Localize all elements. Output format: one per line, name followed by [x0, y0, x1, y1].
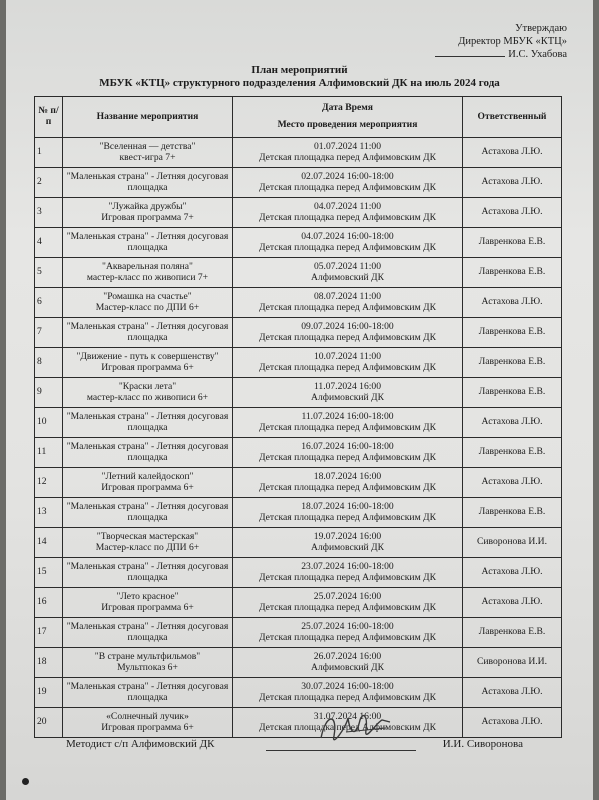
row-responsible: Астахова Л.Ю. — [463, 708, 562, 738]
row-date-place — [233, 678, 463, 708]
row-event-name — [63, 648, 233, 678]
row-num: 14 — [35, 528, 63, 558]
row-num: 8 — [35, 348, 63, 378]
event-date: 18.07.2024 16:00 — [313, 470, 382, 482]
row-num: 20 — [35, 708, 63, 738]
table-row — [35, 258, 562, 288]
event-place: Детская площадка перед Алфимовским ДК — [259, 511, 436, 523]
row-event-name — [63, 198, 233, 228]
row-num: 5 — [35, 258, 63, 288]
event-subtitle: Мастер-класс по ДПИ 6+ — [95, 301, 200, 313]
event-subtitle: площадка — [127, 421, 168, 433]
event-date: 11.07.2024 16:00-18:00 — [301, 410, 394, 422]
row-event-name — [63, 258, 233, 288]
row-date-place — [233, 138, 463, 168]
row-date-place — [233, 288, 463, 318]
row-event-name — [63, 348, 233, 378]
punch-hole — [22, 778, 29, 785]
event-subtitle: площадка — [127, 331, 168, 343]
row-date-place — [233, 498, 463, 528]
table-row — [35, 498, 562, 528]
row-responsible: Лавренкова Е.В. — [463, 318, 562, 348]
event-place: Детская площадка перед Алфимовским ДК — [259, 211, 436, 223]
approval-line-3-wrap — [435, 48, 567, 61]
row-num: 6 — [35, 288, 63, 318]
table-row — [35, 588, 562, 618]
event-date: 10.07.2024 11:00 — [313, 350, 382, 362]
header-responsible: Ответственный — [463, 97, 562, 138]
header-place: Место проведения мероприятия — [277, 119, 418, 130]
row-responsible: Астахова Л.Ю. — [463, 288, 562, 318]
row-responsible: Астахова Л.Ю. — [463, 138, 562, 168]
row-num: 12 — [35, 468, 63, 498]
table-row — [35, 348, 562, 378]
footer-name: И.И. Сиворонова — [442, 738, 523, 750]
event-subtitle: площадка — [127, 511, 168, 523]
row-responsible: Астахова Л.Ю. — [463, 468, 562, 498]
row-num: 19 — [35, 678, 63, 708]
event-title: "Маленькая страна" - Летняя досуговая — [66, 560, 229, 572]
row-event-name — [63, 468, 233, 498]
event-date: 04.07.2024 11:00 — [313, 200, 382, 212]
event-title: "Лужайка дружбы" — [108, 200, 187, 212]
event-date: 09.07.2024 16:00-18:00 — [301, 320, 394, 332]
event-subtitle: площадка — [127, 181, 168, 193]
row-num: 2 — [35, 168, 63, 198]
row-num: 15 — [35, 558, 63, 588]
event-title: "Движение - путь к совершенству" — [76, 350, 219, 362]
table-row — [35, 438, 562, 468]
event-subtitle: квест-игра 7+ — [119, 151, 176, 163]
row-responsible: Астахова Л.Ю. — [463, 678, 562, 708]
table-header-row — [35, 97, 562, 138]
event-date: 19.07.2024 16:00 — [313, 530, 382, 542]
document-page — [6, 0, 593, 800]
row-responsible: Астахова Л.Ю. — [463, 588, 562, 618]
event-place: Детская площадка перед Алфимовским ДК — [259, 571, 436, 583]
event-subtitle: Игровая программа 6+ — [101, 721, 194, 733]
row-date-place — [233, 558, 463, 588]
row-event-name — [63, 288, 233, 318]
event-date: 18.07.2024 16:00-18:00 — [301, 500, 394, 512]
table-row — [35, 558, 562, 588]
approval-line-1: Утверждаю — [515, 23, 567, 34]
row-event-name — [63, 498, 233, 528]
row-responsible: Астахова Л.Ю. — [463, 168, 562, 198]
event-title: "Маленькая страна" - Летняя досуговая — [66, 320, 229, 332]
event-subtitle: площадка — [127, 691, 168, 703]
table-row — [35, 138, 562, 168]
row-responsible: Сиворонова И.И. — [463, 648, 562, 678]
event-subtitle: площадка — [127, 571, 168, 583]
row-event-name — [63, 168, 233, 198]
event-title: "Вселенная — детства" — [99, 140, 196, 152]
event-title: "Маленькая страна" - Летняя досуговая — [66, 500, 229, 512]
row-event-name — [63, 408, 233, 438]
footer-position: Методист с/п Алфимовский ДК — [66, 738, 215, 750]
event-title: "Маленькая страна" - Летняя досуговая — [66, 440, 229, 452]
event-place: Алфимовский ДК — [311, 391, 384, 403]
row-date-place — [233, 468, 463, 498]
event-subtitle: Мастер-класс по ДПИ 6+ — [95, 541, 200, 553]
event-place: Детская площадка перед Алфимовским ДК — [259, 241, 436, 253]
row-num: 13 — [35, 498, 63, 528]
title-line-2: МБУК «КТЦ» структурного подразделения Алфимовский ДК на июль 2024 года — [99, 77, 500, 89]
approval-line-3: И.С. Ухабова — [508, 49, 567, 60]
row-responsible: Лавренкова Е.В. — [463, 618, 562, 648]
table-row — [35, 378, 562, 408]
event-subtitle: площадка — [127, 241, 168, 253]
event-place: Алфимовский ДК — [311, 541, 384, 553]
row-date-place — [233, 348, 463, 378]
handwritten-signature — [316, 708, 396, 753]
event-place: Алфимовский ДК — [311, 661, 384, 673]
row-responsible: Лавренкова Е.В. — [463, 498, 562, 528]
row-event-name — [63, 588, 233, 618]
row-num: 11 — [35, 438, 63, 468]
row-num: 16 — [35, 588, 63, 618]
row-event-name — [63, 438, 233, 468]
table-row — [35, 708, 562, 738]
row-event-name — [63, 678, 233, 708]
event-place: Детская площадка перед Алфимовским ДК — [259, 181, 436, 193]
event-date: 08.07.2024 11:00 — [313, 290, 382, 302]
event-place: Детская площадка перед Алфимовским ДК — [259, 421, 436, 433]
row-event-name — [63, 378, 233, 408]
table-row — [35, 288, 562, 318]
approval-signature-line — [435, 56, 505, 57]
row-responsible: Астахова Л.Ю. — [463, 408, 562, 438]
event-title: "Маленькая страна" - Летняя досуговая — [66, 620, 229, 632]
event-date: 31.07.2024 16:00 — [313, 710, 382, 722]
event-place: Детская площадка перед Алфимовским ДК — [259, 721, 436, 733]
row-num: 9 — [35, 378, 63, 408]
event-subtitle: площадка — [127, 631, 168, 643]
row-responsible: Лавренкова Е.В. — [463, 348, 562, 378]
row-responsible: Лавренкова Е.В. — [463, 258, 562, 288]
header-num: № п/п — [35, 97, 63, 138]
event-place: Алфимовский ДК — [311, 271, 384, 283]
row-date-place — [233, 258, 463, 288]
row-date-place — [233, 228, 463, 258]
event-title: "Творческая мастерская" — [96, 530, 199, 542]
row-date-place — [233, 168, 463, 198]
event-subtitle: Игровая программа 7+ — [101, 211, 194, 223]
row-date-place — [233, 528, 463, 558]
event-date: 02.07.2024 16:00-18:00 — [301, 170, 394, 182]
approval-block — [435, 22, 567, 61]
events-table — [34, 96, 562, 738]
header-date: Дата Время — [322, 102, 373, 114]
row-responsible: Лавренкова Е.В. — [463, 378, 562, 408]
row-date-place — [233, 408, 463, 438]
event-date: 16.07.2024 16:00-18:00 — [301, 440, 394, 452]
table-row — [35, 528, 562, 558]
approval-line-2: Директор МБУК «КТЦ» — [458, 36, 567, 47]
row-event-name — [63, 228, 233, 258]
row-date-place — [233, 198, 463, 228]
row-event-name — [63, 138, 233, 168]
event-title: "Летний калейдоскоп" — [101, 470, 194, 482]
event-subtitle: Игровая программа 6+ — [101, 361, 194, 373]
row-num: 7 — [35, 318, 63, 348]
event-subtitle: Мультпоказ 6+ — [117, 661, 178, 673]
event-place: Детская площадка перед Алфимовским ДК — [259, 601, 436, 613]
event-title: «Солнечный лучик» — [106, 710, 189, 722]
event-subtitle: площадка — [127, 451, 168, 463]
row-event-name — [63, 708, 233, 738]
row-responsible: Астахова Л.Ю. — [463, 198, 562, 228]
event-place: Детская площадка перед Алфимовским ДК — [259, 361, 436, 373]
event-title: "Маленькая страна" - Летняя досуговая — [66, 410, 229, 422]
row-event-name — [63, 528, 233, 558]
title-line-1: План мероприятий — [251, 64, 348, 76]
event-place: Детская площадка перед Алфимовским ДК — [259, 301, 436, 313]
event-title: "Акварельная поляна" — [102, 260, 193, 272]
row-event-name — [63, 318, 233, 348]
event-title: "В стране мультфильмов" — [94, 650, 201, 662]
event-place: Детская площадка перед Алфимовским ДК — [259, 631, 436, 643]
event-date: 11.07.2024 16:00 — [313, 380, 382, 392]
row-date-place — [233, 378, 463, 408]
row-num: 4 — [35, 228, 63, 258]
event-title: "Краски лета" — [118, 380, 177, 392]
table-row — [35, 228, 562, 258]
event-date: 25.07.2024 16:00-18:00 — [301, 620, 394, 632]
event-title: "Маленькая страна" - Летняя досуговая — [66, 680, 229, 692]
event-subtitle: Игровая программа 6+ — [101, 481, 194, 493]
event-date: 04.07.2024 16:00-18:00 — [301, 230, 394, 242]
header-date-place — [233, 97, 463, 138]
row-date-place — [233, 648, 463, 678]
table-row — [35, 318, 562, 348]
table-body — [35, 138, 562, 738]
row-date-place — [233, 318, 463, 348]
row-event-name — [63, 558, 233, 588]
row-responsible: Лавренкова Е.В. — [463, 228, 562, 258]
event-subtitle: мастер-класс по живописи 6+ — [86, 391, 209, 403]
event-title: "Маленькая страна" - Летняя досуговая — [66, 230, 229, 242]
event-title: "Ромашка на счастье" — [103, 290, 192, 302]
row-date-place — [233, 588, 463, 618]
event-date: 25.07.2024 16:00 — [313, 590, 382, 602]
table-row — [35, 468, 562, 498]
event-date: 23.07.2024 16:00-18:00 — [301, 560, 394, 572]
row-num: 18 — [35, 648, 63, 678]
table-row — [35, 168, 562, 198]
row-date-place — [233, 438, 463, 468]
event-date: 01.07.2024 11:00 — [313, 140, 382, 152]
row-num: 17 — [35, 618, 63, 648]
table-row — [35, 678, 562, 708]
event-subtitle: мастер-класс по живописи 7+ — [86, 271, 209, 283]
event-title: "Лето красное" — [116, 590, 179, 602]
event-date: 26.07.2024 16:00 — [313, 650, 382, 662]
event-place: Детская площадка перед Алфимовским ДК — [259, 451, 436, 463]
table-row — [35, 648, 562, 678]
row-event-name — [63, 618, 233, 648]
header-name: Название мероприятия — [63, 97, 233, 138]
table-row — [35, 198, 562, 228]
row-num: 1 — [35, 138, 63, 168]
row-responsible: Астахова Л.Ю. — [463, 558, 562, 588]
row-date-place — [233, 618, 463, 648]
event-place: Детская площадка перед Алфимовским ДК — [259, 331, 436, 343]
row-responsible: Лавренкова Е.В. — [463, 438, 562, 468]
event-place: Детская площадка перед Алфимовским ДК — [259, 151, 436, 163]
document-title — [6, 64, 593, 90]
event-place: Детская площадка перед Алфимовским ДК — [259, 691, 436, 703]
event-subtitle: Игровая программа 6+ — [101, 601, 194, 613]
row-responsible: Сиворонова И.И. — [463, 528, 562, 558]
table-row — [35, 618, 562, 648]
event-date: 05.07.2024 11:00 — [313, 260, 382, 272]
row-num: 3 — [35, 198, 63, 228]
event-place: Детская площадка перед Алфимовским ДК — [259, 481, 436, 493]
event-date: 30.07.2024 16:00-18:00 — [301, 680, 394, 692]
table-row — [35, 408, 562, 438]
row-num: 10 — [35, 408, 63, 438]
event-title: "Маленькая страна" - Летняя досуговая — [66, 170, 229, 182]
